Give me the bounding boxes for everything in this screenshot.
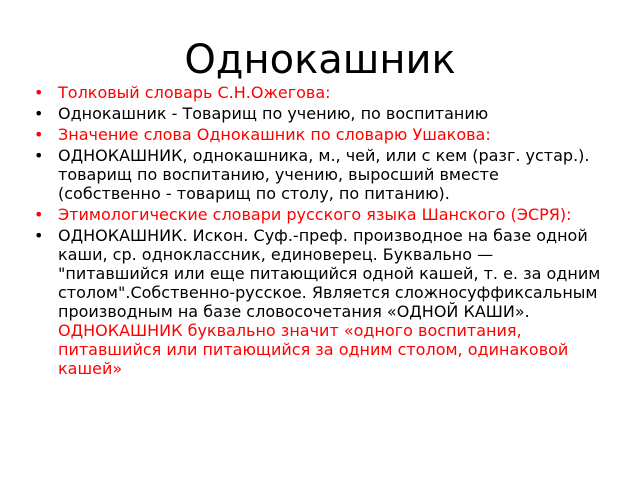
- bullet-item-ushakov-definition: [34, 146, 606, 203]
- slide-title: Однокашник: [184, 37, 456, 83]
- bullet-text: Толковый словарь С.Н.Ожегова:: [58, 83, 331, 102]
- bullet-item-ozhegov-definition: [34, 104, 606, 123]
- bullet-item-shansky-heading: [34, 205, 606, 224]
- bullet-text: Значение слова Однокашник по словарю Ушакова:: [58, 125, 491, 144]
- bullet-icon: •: [34, 205, 44, 224]
- bullet-text: ОДНОКАШНИК, однокашника, м., чей, или с кем (разг. устар.). товарищ по воспитанию, учению, выросший вместе (собственно - товарищ по столу, по питанию).: [58, 146, 590, 203]
- bullet-item-shansky-definition: [34, 226, 606, 378]
- bullet-text: Этимологические словари русского языка Шанского (ЭСРЯ):: [58, 205, 572, 224]
- bullet-icon: •: [34, 83, 44, 102]
- bullet-item-ushakov-heading: [34, 125, 606, 144]
- bullet-list: [34, 83, 606, 380]
- bullet-text: [58, 226, 600, 378]
- bullet-icon: •: [34, 125, 44, 144]
- bullet-item-ozhegov-heading: [34, 83, 606, 102]
- bullet-icon: •: [34, 104, 44, 123]
- bullet-icon: •: [34, 226, 44, 245]
- definition-highlight: ОДНОКАШНИК буквально значит «одного воспитания, питавшийся или питающийся за одним столом, одинаковой кашей»: [58, 321, 569, 378]
- definition-text: ОДНОКАШНИК. Искон. Суф.-преф. производное на базе одной каши, ср. одноклассник, единоверец. Буквально — "питавшийся или еще питающийся одной кашей, т. е. за одним столом".Собственно-русское. Является сложносуффиксальным производным на базе словосочетания «ОДНОЙ КАШИ».: [58, 226, 601, 321]
- bullet-icon: •: [34, 146, 44, 165]
- bullet-text: Однокашник - Товарищ по учению, по воспитанию: [58, 104, 489, 123]
